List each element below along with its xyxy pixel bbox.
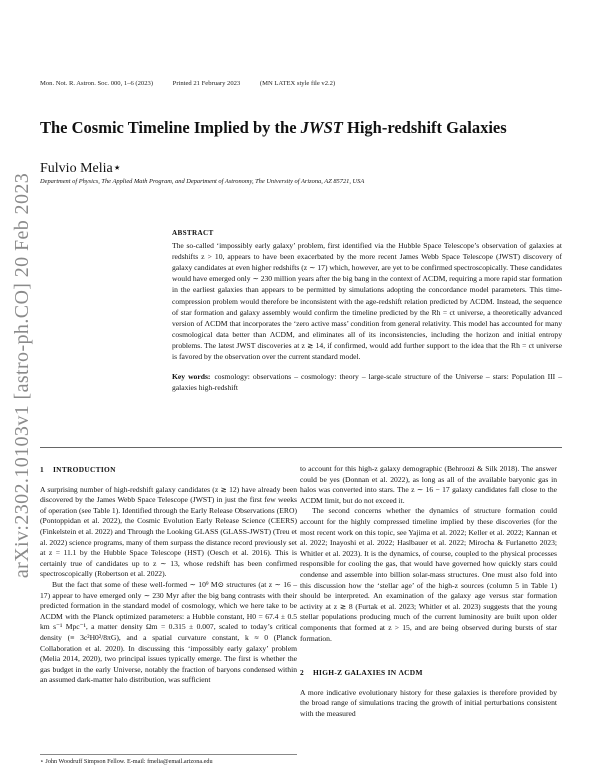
title-part-2: High-redshift Galaxies [342,118,507,137]
abstract-text: The so-called ‘impossibly early galaxy’ problem, first identified via the Hubble Space Telescope’s observation of galaxies at redshifts z > 10, appears to have been exacerbated by the more recent James Webb Space Telescope (JWST) discovery of galaxy candidates at even higher redshifts (z ∼ 17) which, however, are yet to be confirmed spectroscopically. These candidates would have emerged only ∼ 230 million years after the big bang in the context of ΛCDM, requiring a more rapid star formation in the earliest galaxies than appears to be permitted by simulations adopting the concordance model parameters. This time-compression problem would therefore be inconsistent with the age-redshift relation predicted by ΛCDM. Instead, the sequence of star formation and galaxy assembly would confirm the timeline predicted by the Rh = ct universe, a theoretically advanced version of ΛCDM that incorporates the ‘zero active mass’ condition from general relativity. This model has accounted for many cosmological data better than ΛCDM, and eliminates all of its inconsistencies, including the horizon and initial entropy problems. The latest JWST discoveries at z ≳ 14, if confirmed, would add further support to the idea that the Rh = ct universe is favored by the observation over the current standard model. [172,241,562,362]
title-part-1: The Cosmic Timeline Implied by the [40,118,301,137]
abstract-divider [40,447,562,448]
section-1-heading [40,465,297,476]
running-head [40,80,560,87]
journal-citation: Mon. Not. R. Astron. Soc. 000, 1–6 (2023) [40,80,154,87]
arxiv-stamp [1,165,45,585]
left-column [40,458,297,686]
right-paragraph-1: to account for this high-z galaxy demographic (Behroozi & Silk 2018). The answer could be yes (Donnan et al. 2022), as long as all of the available baryonic gas in halos was converted into stars. The z ∼ 16 − 17 galaxy candidates fall close to the ΛCDM limit, but do not exceed it. [300,464,557,505]
section-gap [300,644,557,661]
right-column [300,464,557,719]
keywords-list: cosmology: observations – cosmology: theory – large-scale structure of the Universe – stars: Population III – galaxies high-redshift [172,372,562,393]
title-jwst: JWST [300,118,343,137]
section-1-number: 1 [40,465,44,474]
section-2-number: 2 [300,668,304,678]
abstract-heading: ABSTRACT [172,229,214,237]
arxiv-stamp-text: arXiv:2302.10103v1 [astro-ph.CO] 20 Feb 2023 [11,172,34,578]
section-2-paragraph-1: A more indicative evolutionary history for these galaxies is therefore provided by the broad range of simulations tracing the growth of initial perturbations consistent with the measured [300,687,557,718]
section-2-heading [300,668,557,679]
keywords [172,371,562,393]
section-2-title: HIGH-Z GALAXIES IN ΛCDM [313,668,423,678]
keywords-label: Key words: [172,372,211,382]
style-file: (MN LATEX style file v2.2) [259,80,336,87]
right-paragraph-2: The second concerns whether the dynamics of structure formation could account for the highly compressed timeline implied by these discoveries (for the most recent work on this topic, see Yajima et al. 2022; Keller et al. 2022; Kannan et al. 2022; Inayoshi et al. 2022; Haslbauer et al. 2022; Mirocha & Furlanetto 2023; Whitler et al. 2023). It is the dynamics, of course, coupled to the physical processes responsible for cooling the gas, that would have governed how quickly stars could condense and assemble into billion solar-mass structures. One must also fold into this discussion how the ‘stellar age’ of the high-z sources (column 5 in Table 1) should be interpreted. An examination of the galaxy age versus star formation activity at z ≳ 8 (Furtak et al. 2023; Whitler et al. 2023) suggests that the young stellar populations producing much of the current luminosity are built upon older components that formed at z > 15, and are being observed during bursts of star formation. [300,506,557,643]
paper-title [40,118,580,138]
footnote: ⋆ John Woodruff Simpson Fellow. E-mail: fmelia@email.arizona.edu [40,754,297,765]
abstract-block [172,228,562,393]
intro-paragraph-1: A surprising number of high-redshift galaxy candidates (z ≳ 12) have already been discovered by the James Webb Space Telescope (JWST) in just the first few weeks of operation (see Table 1). Identified through the Early Release Observations (ERO) (Pontoppidan et al. 2022), the Cosmic Evolution Early Release Science (CEERS) (Finkelstein et al. 2022) and Through the Looking GLASS (GLASS-JWST) (Treu et al. 2022) science programs, many of them surpass the distance record previously set at z = 11.1 by the Hubble Space Telescope (HST) (Oesch et al. 2016). This is certainly true of candidates up to z ∼ 13, whose redshift has been confirmed spectroscopically (Robertson et al. 2022). [40,484,297,579]
author-affiliation: Department of Physics, The Applied Math Program, and Department of Astronomy, The University of Arizona, AZ 85721, USA [40,178,365,185]
section-1-title: INTRODUCTION [53,465,116,474]
author-name: Fulvio Melia⋆ [40,161,122,176]
print-date: Printed 21 February 2023 [172,80,241,87]
intro-paragraph-2: But the fact that some of these well-formed ∼ 10⁹ M⊙ structures (at z ∼ 16 – 17) appear to have emerged only ∼ 230 Myr after the big bang contrasts with their predicted formation in the standard model of cosmology, which we here take to be ΛCDM with the Planck optimized parameters: a Hubble constant, H0 = 67.4 ± 0.5 km s⁻¹ Mpc⁻¹, a matter density Ωm = 0.315 ± 0.007, scaled to today’s critical density (≡ 3c²H0²/8πG), and a spatial curvature constant, k ≈ 0 (Planck Collaboration et al. 2020). In discussing this ‘impossibly early galaxy’ problem (Melia 2014, 2020), two principal issues typically emerge. The first is whether the gas budget in the early Universe, notably the fraction of baryons condensed within an assumed dark-matter halo distribution, was sufficient [40,579,297,685]
